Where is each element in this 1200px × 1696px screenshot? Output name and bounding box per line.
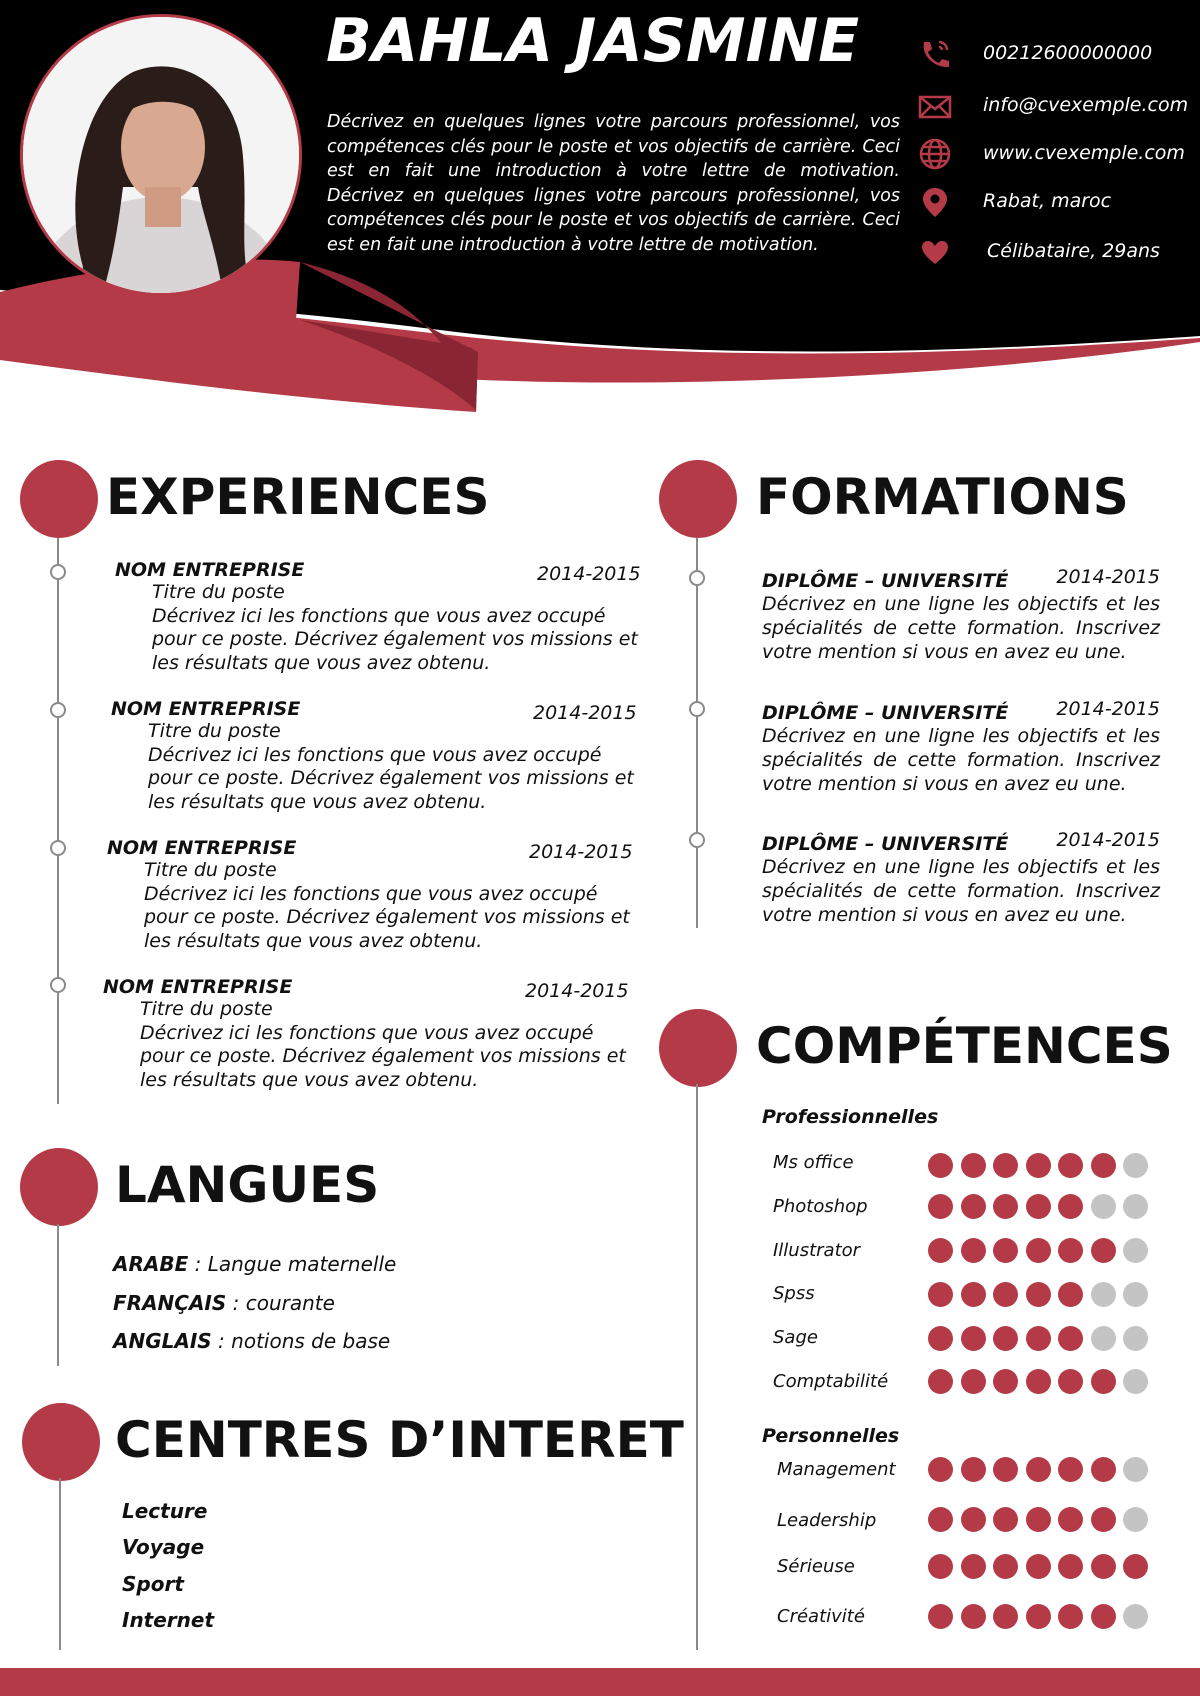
skill-dot-filled [1026, 1369, 1051, 1394]
formation-years: 2014-2015 [1056, 829, 1160, 851]
formation-description: Décrivez en une ligne les objectifs et les spécialités de cette formation. Inscrivez votre mention si vous en avez eu une. [762, 725, 1160, 795]
skill-rating [928, 1282, 1168, 1308]
interets-dot [22, 1403, 100, 1481]
candidate-name: BAHLA JASMINE [326, 6, 860, 76]
timeline-marker [50, 702, 66, 718]
interest-item: Voyage [122, 1535, 205, 1559]
skill-dot-filled [1058, 1282, 1083, 1307]
skill-dot-filled [961, 1153, 986, 1178]
skill-dot-empty [1123, 1507, 1148, 1532]
timeline-marker [50, 840, 66, 856]
skill-name: Comptabilité [773, 1371, 889, 1392]
skill-rating [928, 1194, 1168, 1220]
skill-name: Management [777, 1459, 896, 1480]
skill-dot-filled [1026, 1194, 1051, 1219]
experience-description: Décrivez ici les fonctions que vous avez occupé pour ce poste. Décrivez également vos missions et les résultats que vous avez obtenu. [140, 1021, 626, 1091]
skill-dot-filled [1058, 1238, 1083, 1263]
contact-status [915, 232, 1185, 272]
skill-rating [928, 1369, 1168, 1395]
formation-item [762, 698, 1160, 796]
skill-dot-filled [993, 1194, 1018, 1219]
skill-dot-filled [961, 1507, 986, 1532]
skill-dot-filled [1058, 1194, 1083, 1219]
langues-timeline [57, 1224, 59, 1366]
formation-degree: DIPLÔME – UNIVERSITÉ [762, 570, 1009, 592]
skill-dot-filled [1026, 1326, 1051, 1351]
skill-dot-filled [1026, 1282, 1051, 1307]
skill-name: Sage [773, 1327, 818, 1348]
formation-item [762, 829, 1160, 927]
experience-description: Décrivez ici les fonctions que vous avez occupé pour ce poste. Décrivez également vos missions et les résultats que vous avez obtenu. [144, 882, 630, 952]
experience-years: 2014-2015 [529, 841, 633, 863]
experience-position: Titre du poste [140, 998, 273, 1020]
experiences-title: EXPERIENCES [106, 468, 490, 526]
skill-dot-empty [1123, 1194, 1148, 1219]
skill-dot-empty [1123, 1282, 1148, 1307]
competences-timeline [696, 1084, 698, 1650]
experiences-timeline [57, 538, 59, 1104]
skill-rating [928, 1326, 1168, 1352]
formation-degree: DIPLÔME – UNIVERSITÉ [762, 702, 1009, 724]
skill-dot-filled [1091, 1153, 1116, 1178]
skill-dot-filled [961, 1282, 986, 1307]
experience-item [115, 559, 655, 675]
contact-location [915, 182, 1185, 222]
language-name: ANGLAIS [113, 1329, 212, 1353]
skill-dot-filled [961, 1554, 986, 1579]
language-item [113, 1329, 390, 1353]
timeline-marker [50, 564, 66, 580]
skill-dot-filled [928, 1194, 953, 1219]
skill-dot-filled [993, 1326, 1018, 1351]
contact-website-text: www.cvexemple.com [983, 142, 1185, 164]
experience-company: NOM ENTREPRISE [103, 976, 293, 998]
skill-dot-filled [993, 1554, 1018, 1579]
skill-dot-filled [1058, 1369, 1083, 1394]
competences-dot [659, 1009, 737, 1087]
language-item [113, 1252, 396, 1276]
skill-dot-filled [1091, 1457, 1116, 1482]
skill-dot-filled [928, 1507, 953, 1532]
skill-dot-empty [1091, 1194, 1116, 1219]
heart-icon [915, 236, 955, 268]
skill-dot-filled [928, 1369, 953, 1394]
skill-dot-filled [928, 1326, 953, 1351]
skill-dot-filled [928, 1238, 953, 1263]
timeline-marker [689, 832, 705, 848]
formation-description: Décrivez en une ligne les objectifs et les spécialités de cette formation. Inscrivez votre mention si vous en avez eu une. [762, 856, 1160, 926]
skill-dot-filled [928, 1282, 953, 1307]
skill-dot-filled [928, 1554, 953, 1579]
skill-name: Leadership [777, 1510, 877, 1531]
skill-dot-filled [993, 1369, 1018, 1394]
skill-dot-filled [928, 1153, 953, 1178]
language-level: : courante [226, 1291, 335, 1315]
skill-dot-empty [1123, 1238, 1148, 1263]
footer-bar [0, 1668, 1200, 1696]
experience-years: 2014-2015 [533, 702, 637, 724]
skill-dot-filled [961, 1194, 986, 1219]
skill-name: Sérieuse [777, 1556, 855, 1577]
portrait-image [23, 17, 299, 293]
formations-title: FORMATIONS [756, 468, 1129, 526]
contact-phone [915, 34, 1185, 74]
language-name: FRANÇAIS [113, 1291, 227, 1315]
skill-dot-empty [1123, 1457, 1148, 1482]
interest-item: Internet [122, 1608, 215, 1632]
skill-dot-filled [1026, 1457, 1051, 1482]
skill-dot-filled [1091, 1369, 1116, 1394]
skill-dot-empty [1123, 1369, 1148, 1394]
skill-name: Créativité [777, 1606, 865, 1627]
profile-photo [20, 14, 302, 296]
skill-dot-filled [1026, 1604, 1051, 1629]
skill-dot-filled [1058, 1153, 1083, 1178]
skill-dot-filled [993, 1282, 1018, 1307]
langues-dot [20, 1148, 98, 1226]
skill-name: Illustrator [773, 1240, 861, 1261]
langues-title: LANGUES [115, 1156, 380, 1214]
skill-dot-filled [1091, 1554, 1116, 1579]
skill-dot-filled [1058, 1604, 1083, 1629]
experience-years: 2014-2015 [537, 563, 641, 585]
skill-dot-filled [961, 1326, 986, 1351]
contact-location-text: Rabat, maroc [983, 190, 1112, 212]
skill-dot-empty [1091, 1282, 1116, 1307]
language-level: : Langue maternelle [188, 1252, 397, 1276]
skill-name: Ms office [773, 1152, 854, 1173]
interest-item: Lecture [122, 1499, 208, 1523]
skill-dot-empty [1123, 1604, 1148, 1629]
skill-dot-filled [1058, 1326, 1083, 1351]
experience-position: Titre du poste [148, 720, 281, 742]
skill-dot-filled [1091, 1507, 1116, 1532]
skill-name: Photoshop [773, 1196, 868, 1217]
skill-dot-filled [993, 1238, 1018, 1263]
formation-degree: DIPLÔME – UNIVERSITÉ [762, 833, 1009, 855]
timeline-marker [689, 701, 705, 717]
skill-dot-filled [1058, 1457, 1083, 1482]
experience-position: Titre du poste [144, 859, 277, 881]
formations-dot [659, 460, 737, 538]
skill-dot-filled [1026, 1153, 1051, 1178]
skill-dot-filled [961, 1457, 986, 1482]
skills-pro-heading: Professionnelles [762, 1106, 939, 1128]
skill-dot-filled [1091, 1604, 1116, 1629]
formation-item [762, 566, 1160, 664]
skill-rating [928, 1238, 1168, 1264]
skill-name: Spss [773, 1283, 815, 1304]
profile-intro: Décrivez en quelques lignes votre parcours professionnel, vos compétences clés pour le poste et vos objectifs de carrière. Ceci est en fait une introduction à votre lettre de motivation. Décrivez en quelques lignes votre parcours professionnel, vos compétences clés pour le poste et vos objectifs de carrière. Ceci est en fait une introduction à votre lettre de motivation. [327, 112, 900, 255]
skill-dot-filled [961, 1369, 986, 1394]
experience-description: Décrivez ici les fonctions que vous avez occupé pour ce poste. Décrivez également vos missions et les résultats que vous avez obtenu. [148, 743, 634, 813]
skill-dot-filled [928, 1457, 953, 1482]
experience-company: NOM ENTREPRISE [115, 559, 305, 581]
experience-company: NOM ENTREPRISE [107, 837, 297, 859]
mail-icon [915, 90, 955, 122]
formation-years: 2014-2015 [1056, 698, 1160, 720]
experience-years: 2014-2015 [525, 980, 629, 1002]
skill-dot-filled [1058, 1507, 1083, 1532]
contact-phone-text: 00212600000000 [983, 42, 1153, 64]
contact-website [915, 134, 1185, 174]
experience-position: Titre du poste [152, 581, 285, 603]
skill-dot-filled [1123, 1554, 1148, 1579]
contact-email-text: info@cvexemple.com [983, 94, 1189, 116]
competences-title: COMPÉTENCES [756, 1017, 1173, 1075]
contact-email [915, 86, 1189, 126]
skill-dot-filled [961, 1604, 986, 1629]
skill-dot-empty [1091, 1326, 1116, 1351]
language-item [113, 1291, 335, 1315]
interets-timeline [59, 1478, 61, 1650]
experience-item [111, 698, 651, 814]
skill-dot-filled [993, 1507, 1018, 1532]
language-level: : notions de base [211, 1329, 391, 1353]
skill-dot-empty [1123, 1326, 1148, 1351]
skill-dot-filled [1026, 1554, 1051, 1579]
phone-icon [915, 38, 955, 70]
skill-dot-empty [1123, 1153, 1148, 1178]
skill-dot-filled [1026, 1507, 1051, 1532]
globe-icon [915, 138, 955, 170]
skill-dot-filled [928, 1604, 953, 1629]
interets-title: CENTRES D’INTERET [115, 1411, 684, 1469]
language-name: ARABE [113, 1252, 189, 1276]
interest-item: Sport [122, 1572, 184, 1596]
experience-description: Décrivez ici les fonctions que vous avez occupé pour ce poste. Décrivez également vos missions et les résultats que vous avez obtenu. [152, 604, 638, 674]
contact-status-text: Célibataire, 29ans [987, 240, 1160, 262]
skill-rating [928, 1554, 1168, 1580]
timeline-marker [50, 977, 66, 993]
experiences-dot [20, 460, 98, 538]
experience-item [103, 976, 643, 1092]
formations-timeline [696, 538, 698, 928]
skill-dot-filled [1026, 1238, 1051, 1263]
skill-rating [928, 1153, 1168, 1179]
location-pin-icon [915, 186, 955, 218]
skill-dot-filled [961, 1238, 986, 1263]
formation-years: 2014-2015 [1056, 566, 1160, 588]
skill-dot-filled [993, 1153, 1018, 1178]
experience-item [107, 837, 647, 953]
skill-dot-filled [1091, 1238, 1116, 1263]
skill-rating [928, 1604, 1168, 1630]
formation-description: Décrivez en une ligne les objectifs et les spécialités de cette formation. Inscrivez votre mention si vous en avez eu une. [762, 593, 1160, 663]
skill-rating [928, 1507, 1168, 1533]
timeline-marker [689, 570, 705, 586]
experience-company: NOM ENTREPRISE [111, 698, 301, 720]
skill-rating [928, 1457, 1168, 1483]
skill-dot-filled [993, 1604, 1018, 1629]
skill-dot-filled [1058, 1554, 1083, 1579]
skill-dot-filled [993, 1457, 1018, 1482]
skills-perso-heading: Personnelles [762, 1425, 900, 1447]
